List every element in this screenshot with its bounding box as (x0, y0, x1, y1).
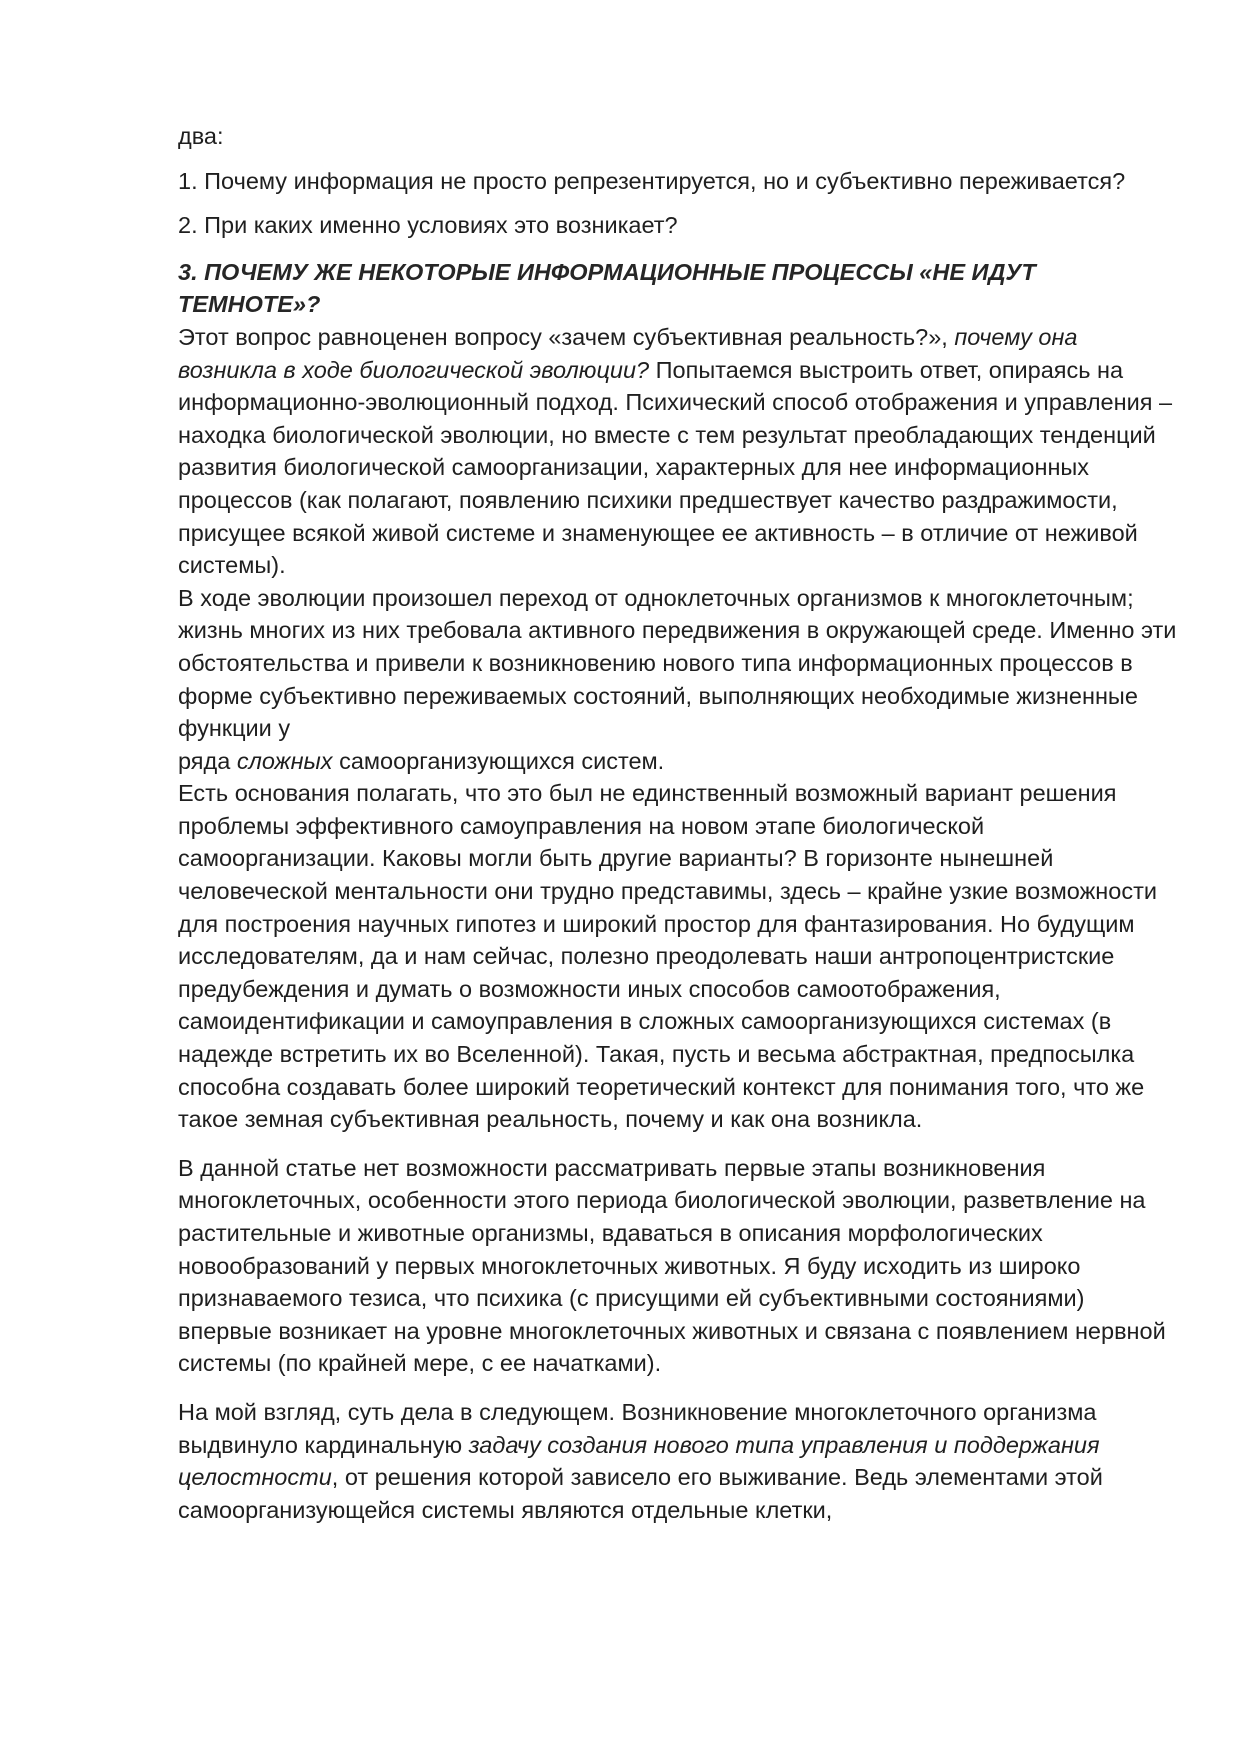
section-heading: 3. ПОЧЕМУ ЖЕ НЕКОТОРЫЕ ИНФОРМАЦИОННЫЕ ПРОЦЕССЫ «НЕ ИДУТ ТЕМНОТЕ»? (178, 258, 1036, 318)
paragraph-1-italic: почему она возникла в ходе биологической эволюции? (178, 323, 1078, 383)
paragraph-5-italic: задачу создания нового типа управления и поддержания целостности (178, 1431, 1100, 1491)
paragraph-3: Есть основания полагать, что это был не единственный возможный вариант решения проблемы эффективного самоуправления на новом этапе биологической самоорганизации. Каковы могли быть другие варианты? В горизонте нынешней человеческой ментальности они трудно представимы, здесь – крайне узкие возможности для построения научных гипотез и широкий простор для фантазирования. Но будущим исследователям, да и нам сейчас, полезно преодолевать наши антропоцентристские предубеждения и думать о возможности иных способов самоотображения, самоидентификации и самоуправления в сложных самоорганизующихся системах (в надежде встретить их во Вселенной). Такая, пусть и весьма абстрактная, предпосылка способна создавать более широкий теоретический контекст для понимания того, что же такое земная субъективная реальность, почему и как она возникла. (178, 780, 1157, 1133)
paragraph-1 (178, 321, 1178, 582)
question-1: 1. Почему информация не просто репрезентируется, но и субъективно переживается? (178, 167, 1126, 194)
paragraph-fragment: два: (178, 123, 224, 149)
question-2: 2. При каких именно условиях это возникает? (178, 212, 678, 239)
paragraph-2-text-b: ряда (178, 747, 237, 774)
paragraph-2-text-d: самоорганизующихся систем. (332, 747, 665, 774)
paragraph-2 (178, 582, 1178, 778)
paragraph-4: В данной статье нет возможности рассматривать первые этапы возникновения многоклеточных, особенности этого периода биологической эволюции, разветвление на растительные и животные организмы, вдаваться в описания морфологических новообразований у первых многоклеточных животных. Я буду исходить из широко признаваемого тезиса, что психика (с присущими ей субъективными состояниями) впервые возникает на уровне многоклеточных животных и связана с появлением нервной системы (по крайней мере, с ее начатками). (178, 1154, 1166, 1377)
paragraph-5-text-c: , от решения которой зависело его выживание. Ведь элементами этой самоорганизующейся системы являются отдельные клетки, (178, 1464, 1103, 1523)
paragraph-5 (178, 1396, 1178, 1526)
paragraph-2-italic: сложных (236, 747, 333, 774)
paragraph-5-text-a: На мой взгляд, суть дела в следующем. Возникновение многоклеточного организма выдвинуло кардинальную (178, 1398, 1097, 1458)
paragraph-2-text-a: В ходе эволюции произошел переход от одноклеточных организмов к многоклеточным; жизнь многих из них требовала активного передвижения в окружающей среде. Именно эти обстоятельства и привели к возникновению нового типа информационных процессов в форме субъективно переживаемых состояний, выполняющих необходимые жизненные функции у (178, 584, 1177, 742)
document-body (178, 120, 1178, 1526)
paragraph-1-text-a: Этот вопрос равноценен вопросу «зачем субъективная реальность?», (178, 323, 955, 350)
paragraph-1-text-c: Попытаемся выстроить ответ, опираясь на информационно-эволюционный подход. Психический способ отображения и управления – находка биологической эволюции, но вместе с тем результат преобладающих тенденций развития биологической самоорганизации, характерных для нее информационных процессов (как полагают, появлению психики предшествует качество раздражимости, присущее всякой живой системе и знаменующее ее активность – в отличие от неживой системы). (178, 356, 1173, 579)
